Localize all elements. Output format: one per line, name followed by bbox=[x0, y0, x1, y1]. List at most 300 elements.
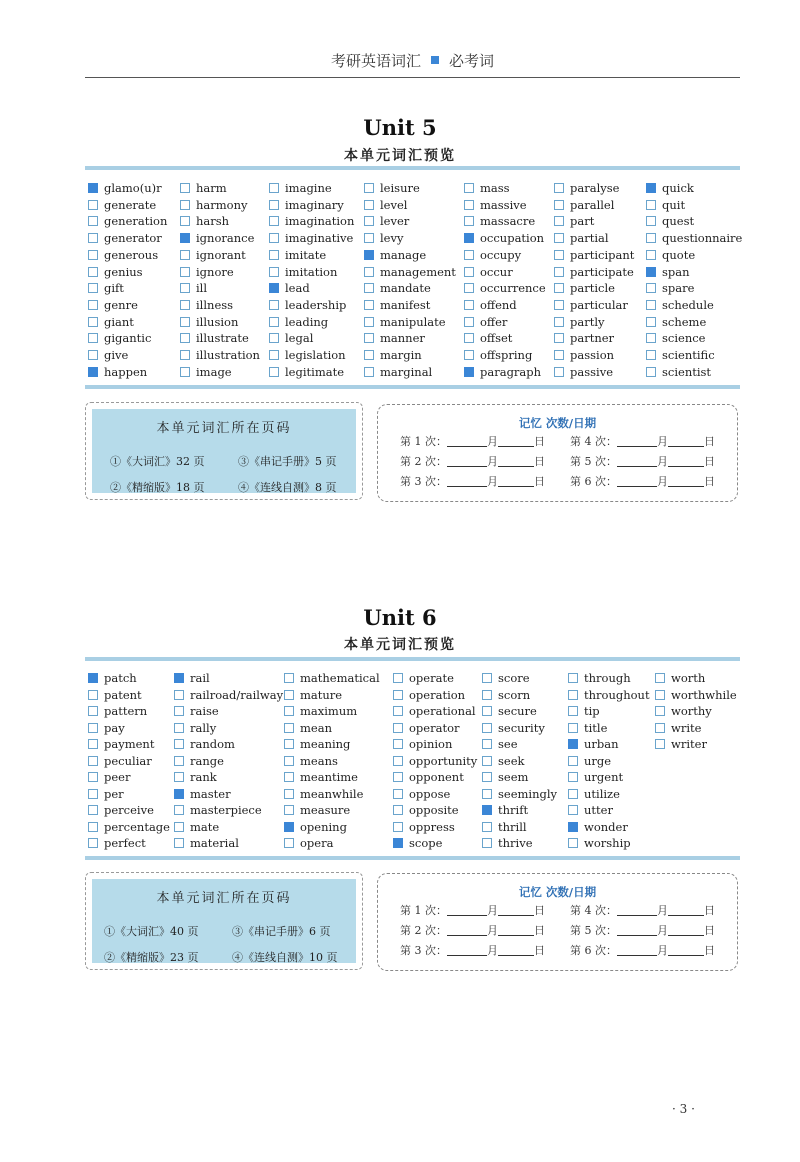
checkbox-checked-icon[interactable] bbox=[646, 267, 656, 277]
month-label: 月 bbox=[657, 435, 668, 448]
word-item bbox=[646, 298, 714, 312]
word-text: scheme bbox=[662, 314, 707, 329]
unit-6-title: Unit 6 bbox=[363, 605, 437, 630]
word-item bbox=[88, 281, 124, 295]
checkbox-icon[interactable] bbox=[88, 838, 98, 848]
word-item bbox=[180, 198, 248, 212]
checkbox-icon[interactable] bbox=[554, 317, 564, 327]
checkbox-icon[interactable] bbox=[464, 283, 474, 293]
checkbox-icon[interactable] bbox=[364, 283, 374, 293]
word-text: raise bbox=[190, 704, 219, 718]
word-item bbox=[180, 231, 254, 245]
checkbox-icon[interactable] bbox=[180, 333, 190, 343]
checkbox-icon[interactable] bbox=[269, 300, 279, 310]
checkbox-icon[interactable] bbox=[482, 706, 492, 716]
checkbox-icon[interactable] bbox=[655, 723, 665, 733]
word-item bbox=[464, 248, 521, 262]
checkbox-checked-icon[interactable] bbox=[88, 367, 98, 377]
checkbox-icon[interactable] bbox=[88, 756, 98, 766]
day-blank[interactable] bbox=[498, 945, 534, 956]
checkbox-icon[interactable] bbox=[568, 789, 578, 799]
checkbox-icon[interactable] bbox=[88, 300, 98, 310]
checkbox-icon[interactable] bbox=[269, 317, 279, 327]
checkbox-icon[interactable] bbox=[174, 822, 184, 832]
checkbox-icon[interactable] bbox=[554, 333, 564, 343]
checkbox-icon[interactable] bbox=[174, 805, 184, 815]
checkbox-icon[interactable] bbox=[284, 723, 294, 733]
checkbox-icon[interactable] bbox=[269, 267, 279, 277]
word-item bbox=[174, 820, 219, 834]
word-item bbox=[88, 231, 162, 245]
month-label: 月 bbox=[487, 475, 498, 488]
word-text: mathematical bbox=[300, 671, 380, 685]
month-blank[interactable] bbox=[617, 476, 657, 487]
checkbox-icon[interactable] bbox=[646, 317, 656, 327]
checkbox-icon[interactable] bbox=[393, 673, 403, 683]
month-label: 月 bbox=[487, 944, 498, 957]
word-text: operate bbox=[409, 671, 454, 685]
month-blank[interactable] bbox=[447, 436, 487, 447]
word-text: partly bbox=[570, 314, 605, 329]
word-text: offset bbox=[480, 331, 513, 346]
word-item bbox=[568, 820, 628, 834]
word-item bbox=[655, 721, 701, 735]
word-text: worthwhile bbox=[671, 687, 737, 702]
word-text: mate bbox=[190, 819, 220, 834]
word-text: offer bbox=[480, 314, 508, 329]
checkbox-icon[interactable] bbox=[646, 216, 656, 226]
checkbox-icon[interactable] bbox=[88, 216, 98, 226]
checkbox-icon[interactable] bbox=[180, 267, 190, 277]
word-item bbox=[180, 348, 260, 362]
checkbox-icon[interactable] bbox=[174, 690, 184, 700]
word-text: seemingly bbox=[498, 786, 558, 801]
checkbox-icon[interactable] bbox=[284, 673, 294, 683]
checkbox-icon[interactable] bbox=[554, 216, 564, 226]
month-blank[interactable] bbox=[447, 925, 487, 936]
month-blank[interactable] bbox=[617, 945, 657, 956]
word-text: particle bbox=[570, 281, 615, 296]
word-text: patch bbox=[104, 671, 137, 685]
checkbox-icon[interactable] bbox=[174, 723, 184, 733]
checkbox-icon[interactable] bbox=[284, 739, 294, 749]
checkbox-icon[interactable] bbox=[180, 317, 190, 327]
checkbox-checked-icon[interactable] bbox=[393, 838, 403, 848]
checkbox-icon[interactable] bbox=[364, 317, 374, 327]
month-blank[interactable] bbox=[447, 476, 487, 487]
word-item bbox=[464, 348, 532, 362]
checkbox-icon[interactable] bbox=[284, 772, 294, 782]
checkbox-checked-icon[interactable] bbox=[568, 822, 578, 832]
checkbox-icon[interactable] bbox=[284, 838, 294, 848]
checkbox-icon[interactable] bbox=[269, 233, 279, 243]
checkbox-icon[interactable] bbox=[554, 183, 564, 193]
checkbox-icon[interactable] bbox=[646, 233, 656, 243]
checkbox-icon[interactable] bbox=[568, 805, 578, 815]
checkbox-icon[interactable] bbox=[88, 706, 98, 716]
word-item bbox=[269, 248, 326, 262]
checkbox-icon[interactable] bbox=[284, 706, 294, 716]
word-item bbox=[364, 198, 407, 212]
checkbox-checked-icon[interactable] bbox=[180, 233, 190, 243]
checkbox-icon[interactable] bbox=[393, 789, 403, 799]
word-item bbox=[655, 688, 737, 702]
checkbox-icon[interactable] bbox=[284, 690, 294, 700]
checkbox-icon[interactable] bbox=[88, 233, 98, 243]
checkbox-icon[interactable] bbox=[646, 350, 656, 360]
word-item bbox=[568, 704, 600, 718]
word-item bbox=[364, 348, 422, 362]
day-blank[interactable] bbox=[668, 476, 704, 487]
day-blank[interactable] bbox=[668, 905, 704, 916]
word-item bbox=[269, 331, 313, 345]
page-box-title: 本单元词汇所在页码 bbox=[156, 891, 292, 906]
checkbox-checked-icon[interactable] bbox=[284, 822, 294, 832]
checkbox-icon[interactable] bbox=[482, 822, 492, 832]
checkbox-icon[interactable] bbox=[568, 690, 578, 700]
checkbox-checked-icon[interactable] bbox=[174, 789, 184, 799]
word-text: quit bbox=[662, 197, 686, 212]
checkbox-icon[interactable] bbox=[174, 838, 184, 848]
checkbox-icon[interactable] bbox=[482, 789, 492, 799]
checkbox-icon[interactable] bbox=[269, 367, 279, 377]
word-item bbox=[464, 315, 507, 329]
checkbox-checked-icon[interactable] bbox=[646, 183, 656, 193]
checkbox-icon[interactable] bbox=[174, 739, 184, 749]
word-text: part bbox=[570, 214, 595, 229]
word-text: offspring bbox=[480, 348, 533, 362]
word-text: leading bbox=[285, 314, 329, 329]
month-label: 月 bbox=[657, 455, 668, 468]
checkbox-icon[interactable] bbox=[88, 267, 98, 277]
checkbox-icon[interactable] bbox=[464, 300, 474, 310]
checkbox-icon[interactable] bbox=[364, 216, 374, 226]
checkbox-icon[interactable] bbox=[554, 267, 564, 277]
checkbox-icon[interactable] bbox=[464, 267, 474, 277]
checkbox-icon[interactable] bbox=[393, 756, 403, 766]
word-text: patent bbox=[104, 687, 142, 702]
word-item bbox=[364, 265, 456, 279]
checkbox-icon[interactable] bbox=[655, 673, 665, 683]
word-item bbox=[269, 181, 332, 195]
word-text: security bbox=[498, 720, 545, 735]
checkbox-icon[interactable] bbox=[180, 183, 190, 193]
day-blank[interactable] bbox=[668, 925, 704, 936]
word-item bbox=[180, 331, 249, 345]
checkbox-icon[interactable] bbox=[482, 739, 492, 749]
word-item bbox=[88, 265, 143, 279]
checkbox-icon[interactable] bbox=[88, 739, 98, 749]
checkbox-icon[interactable] bbox=[554, 350, 564, 360]
checkbox-icon[interactable] bbox=[364, 200, 374, 210]
checkbox-checked-icon[interactable] bbox=[568, 739, 578, 749]
day-blank[interactable] bbox=[498, 476, 534, 487]
checkbox-icon[interactable] bbox=[364, 333, 374, 343]
checkbox-icon[interactable] bbox=[568, 673, 578, 683]
checkbox-icon[interactable] bbox=[180, 350, 190, 360]
checkbox-icon[interactable] bbox=[482, 772, 492, 782]
checkbox-icon[interactable] bbox=[464, 183, 474, 193]
word-text: spare bbox=[662, 281, 695, 296]
month-blank[interactable] bbox=[617, 905, 657, 916]
word-text: manifest bbox=[380, 297, 431, 312]
checkbox-icon[interactable] bbox=[464, 200, 474, 210]
checkbox-icon[interactable] bbox=[554, 367, 564, 377]
word-item bbox=[88, 737, 154, 751]
word-item bbox=[88, 754, 152, 768]
month-label: 月 bbox=[487, 435, 498, 448]
checkbox-icon[interactable] bbox=[269, 333, 279, 343]
word-item bbox=[284, 754, 338, 768]
checkbox-icon[interactable] bbox=[174, 706, 184, 716]
word-item bbox=[554, 298, 628, 312]
word-item bbox=[393, 688, 465, 702]
checkbox-icon[interactable] bbox=[482, 838, 492, 848]
checkbox-icon[interactable] bbox=[364, 300, 374, 310]
word-item bbox=[88, 365, 147, 379]
word-text: worthy bbox=[671, 704, 712, 718]
checkbox-checked-icon[interactable] bbox=[88, 673, 98, 683]
word-item bbox=[364, 231, 403, 245]
word-item bbox=[364, 331, 425, 345]
month-blank[interactable] bbox=[447, 945, 487, 956]
memory-log-row bbox=[570, 433, 715, 449]
word-item bbox=[88, 787, 124, 801]
checkbox-icon[interactable] bbox=[284, 805, 294, 815]
checkbox-icon[interactable] bbox=[646, 283, 656, 293]
checkbox-icon[interactable] bbox=[646, 333, 656, 343]
checkbox-icon[interactable] bbox=[180, 283, 190, 293]
unit-6-bottom-rule bbox=[85, 856, 740, 860]
word-text: ignorant bbox=[196, 247, 246, 262]
checkbox-icon[interactable] bbox=[364, 183, 374, 193]
word-item bbox=[284, 688, 342, 702]
checkbox-checked-icon[interactable] bbox=[464, 367, 474, 377]
checkbox-icon[interactable] bbox=[554, 250, 564, 260]
checkbox-icon[interactable] bbox=[554, 200, 564, 210]
checkbox-icon[interactable] bbox=[88, 333, 98, 343]
checkbox-icon[interactable] bbox=[393, 739, 403, 749]
word-text: passive bbox=[570, 364, 614, 379]
row-label: 第 4 次： bbox=[570, 435, 617, 448]
checkbox-icon[interactable] bbox=[180, 250, 190, 260]
checkbox-checked-icon[interactable] bbox=[482, 805, 492, 815]
month-blank[interactable] bbox=[447, 905, 487, 916]
word-text: opposite bbox=[409, 803, 459, 817]
checkbox-icon[interactable] bbox=[464, 250, 474, 260]
checkbox-icon[interactable] bbox=[554, 283, 564, 293]
book-title: 考研英语词汇 bbox=[330, 52, 421, 70]
checkbox-icon[interactable] bbox=[88, 805, 98, 815]
checkbox-icon[interactable] bbox=[464, 350, 474, 360]
checkbox-icon[interactable] bbox=[554, 300, 564, 310]
checkbox-icon[interactable] bbox=[364, 233, 374, 243]
word-text: imaginative bbox=[285, 231, 354, 246]
checkbox-icon[interactable] bbox=[88, 200, 98, 210]
checkbox-icon[interactable] bbox=[646, 200, 656, 210]
day-blank[interactable] bbox=[668, 436, 704, 447]
day-label: 日 bbox=[704, 944, 715, 957]
checkbox-icon[interactable] bbox=[655, 690, 665, 700]
word-item bbox=[88, 721, 125, 735]
checkbox-icon[interactable] bbox=[174, 772, 184, 782]
word-item bbox=[464, 265, 513, 279]
checkbox-icon[interactable] bbox=[284, 756, 294, 766]
checkbox-icon[interactable] bbox=[269, 200, 279, 210]
unit-5-memory-log bbox=[377, 404, 738, 502]
section-title: 必考词 bbox=[449, 52, 495, 70]
day-blank[interactable] bbox=[498, 436, 534, 447]
word-item bbox=[269, 298, 346, 312]
word-text: utilize bbox=[584, 786, 620, 801]
word-text: quest bbox=[662, 214, 695, 229]
memory-log-row bbox=[570, 922, 715, 938]
day-blank[interactable] bbox=[668, 945, 704, 956]
word-text: random bbox=[190, 737, 235, 751]
checkbox-icon[interactable] bbox=[180, 367, 190, 377]
word-item bbox=[568, 737, 619, 751]
checkbox-icon[interactable] bbox=[568, 723, 578, 733]
word-text: occurrence bbox=[480, 281, 546, 296]
checkbox-icon[interactable] bbox=[88, 789, 98, 799]
word-item bbox=[393, 721, 460, 735]
checkbox-icon[interactable] bbox=[393, 706, 403, 716]
word-text: masterpiece bbox=[190, 803, 262, 817]
checkbox-icon[interactable] bbox=[464, 216, 474, 226]
checkbox-icon[interactable] bbox=[88, 723, 98, 733]
checkbox-checked-icon[interactable] bbox=[174, 673, 184, 683]
checkbox-icon[interactable] bbox=[364, 367, 374, 377]
day-blank[interactable] bbox=[668, 456, 704, 467]
word-text: generator bbox=[104, 231, 162, 246]
checkbox-icon[interactable] bbox=[464, 317, 474, 327]
checkbox-icon[interactable] bbox=[269, 250, 279, 260]
word-text: imitate bbox=[285, 247, 327, 262]
checkbox-icon[interactable] bbox=[88, 772, 98, 782]
checkbox-icon[interactable] bbox=[174, 756, 184, 766]
checkbox-icon[interactable] bbox=[269, 216, 279, 226]
month-blank[interactable] bbox=[617, 925, 657, 936]
checkbox-icon[interactable] bbox=[88, 350, 98, 360]
memory-log-row bbox=[400, 453, 545, 469]
word-text: lever bbox=[380, 214, 410, 229]
checkbox-icon[interactable] bbox=[180, 216, 190, 226]
word-item bbox=[364, 365, 432, 379]
row-label: 第 2 次： bbox=[400, 455, 447, 468]
checkbox-icon[interactable] bbox=[180, 300, 190, 310]
checkbox-icon[interactable] bbox=[393, 723, 403, 733]
checkbox-icon[interactable] bbox=[393, 805, 403, 815]
word-text: pattern bbox=[104, 704, 148, 718]
month-label: 月 bbox=[657, 475, 668, 488]
word-text: marginal bbox=[380, 364, 433, 379]
checkbox-icon[interactable] bbox=[646, 250, 656, 260]
checkbox-icon[interactable] bbox=[482, 690, 492, 700]
word-text: generate bbox=[104, 197, 157, 212]
memory-log-row bbox=[570, 453, 715, 469]
checkbox-icon[interactable] bbox=[568, 772, 578, 782]
day-blank[interactable] bbox=[498, 456, 534, 467]
word-text: occupy bbox=[480, 247, 522, 262]
checkbox-icon[interactable] bbox=[568, 838, 578, 848]
checkbox-checked-icon[interactable] bbox=[88, 183, 98, 193]
word-text: perfect bbox=[104, 836, 146, 850]
checkbox-icon[interactable] bbox=[482, 756, 492, 766]
checkbox-icon[interactable] bbox=[393, 822, 403, 832]
checkbox-icon[interactable] bbox=[88, 690, 98, 700]
word-item bbox=[554, 181, 619, 195]
month-label: 月 bbox=[487, 924, 498, 937]
word-text: science bbox=[662, 331, 706, 346]
word-item bbox=[554, 315, 605, 329]
checkbox-icon[interactable] bbox=[482, 723, 492, 733]
checkbox-icon[interactable] bbox=[269, 350, 279, 360]
word-item bbox=[554, 331, 614, 345]
day-blank[interactable] bbox=[498, 925, 534, 936]
checkbox-icon[interactable] bbox=[568, 756, 578, 766]
month-blank[interactable] bbox=[447, 456, 487, 467]
month-blank[interactable] bbox=[617, 456, 657, 467]
checkbox-icon[interactable] bbox=[646, 300, 656, 310]
word-item bbox=[655, 704, 712, 718]
month-blank[interactable] bbox=[617, 436, 657, 447]
word-item bbox=[269, 348, 346, 362]
word-text: means bbox=[300, 753, 338, 768]
checkbox-icon[interactable] bbox=[393, 772, 403, 782]
checkbox-icon[interactable] bbox=[364, 350, 374, 360]
checkbox-icon[interactable] bbox=[284, 789, 294, 799]
checkbox-icon[interactable] bbox=[180, 200, 190, 210]
memory-log-row bbox=[400, 942, 545, 958]
checkbox-icon[interactable] bbox=[655, 706, 665, 716]
checkbox-icon[interactable] bbox=[464, 333, 474, 343]
word-text: quote bbox=[662, 247, 696, 262]
page-ref: ④《连线自测》10 页 bbox=[232, 951, 338, 964]
word-text: ignorance bbox=[196, 231, 255, 246]
day-label: 日 bbox=[534, 924, 545, 937]
word-text: thrive bbox=[498, 836, 533, 850]
word-item bbox=[646, 198, 685, 212]
word-text: imagination bbox=[285, 214, 355, 229]
checkbox-checked-icon[interactable] bbox=[364, 250, 374, 260]
word-text: rail bbox=[190, 671, 210, 685]
unit-5-subtitle: 本单元词汇预览 bbox=[344, 148, 456, 164]
checkbox-checked-icon[interactable] bbox=[269, 283, 279, 293]
checkbox-icon[interactable] bbox=[482, 673, 492, 683]
checkbox-icon[interactable] bbox=[269, 183, 279, 193]
checkbox-icon[interactable] bbox=[646, 367, 656, 377]
word-text: wonder bbox=[584, 819, 628, 834]
word-text: operation bbox=[409, 687, 466, 702]
checkbox-checked-icon[interactable] bbox=[464, 233, 474, 243]
checkbox-icon[interactable] bbox=[364, 267, 374, 277]
checkbox-icon[interactable] bbox=[88, 283, 98, 293]
checkbox-icon[interactable] bbox=[655, 739, 665, 749]
checkbox-icon[interactable] bbox=[393, 690, 403, 700]
word-text: meaning bbox=[300, 737, 351, 751]
checkbox-icon[interactable] bbox=[568, 706, 578, 716]
memory-log-title: 记忆 次数/日期 bbox=[518, 416, 597, 430]
page-box-title: 本单元词汇所在页码 bbox=[156, 421, 292, 436]
checkbox-icon[interactable] bbox=[88, 250, 98, 260]
checkbox-icon[interactable] bbox=[88, 822, 98, 832]
day-blank[interactable] bbox=[498, 905, 534, 916]
word-item bbox=[482, 721, 545, 735]
checkbox-icon[interactable] bbox=[554, 233, 564, 243]
word-item bbox=[180, 265, 234, 279]
checkbox-icon[interactable] bbox=[88, 317, 98, 327]
word-item bbox=[269, 281, 310, 295]
